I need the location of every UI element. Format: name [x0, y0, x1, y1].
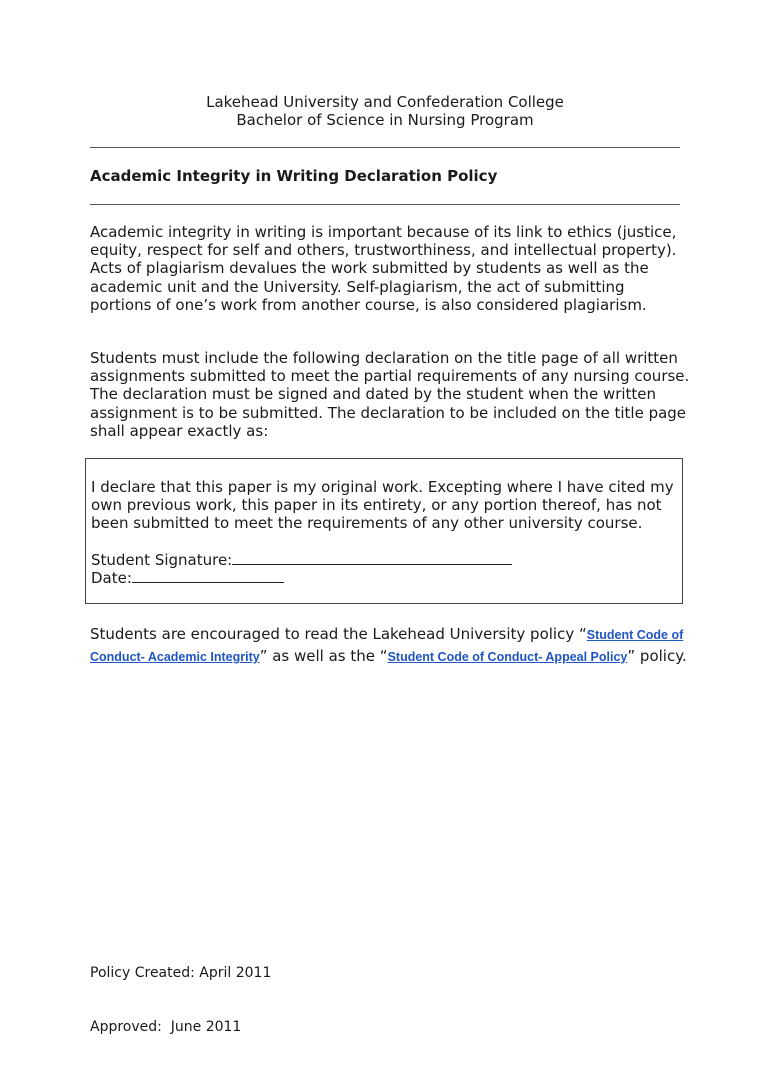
header-program: Bachelor of Science in Nursing Program: [236, 111, 534, 129]
policy-approved: Approved: June 2011: [90, 1019, 242, 1035]
date-blank: [132, 568, 284, 583]
appeal-policy-link[interactable]: Student Code of Conduct- Appeal Policy: [387, 650, 628, 664]
signature-blank: [232, 550, 512, 565]
policy-middle: ” as well as the “: [259, 647, 388, 665]
header-institution: Lakehead University and Confederation College: [206, 93, 564, 111]
date-label: Date:: [91, 569, 132, 587]
title-divider: [90, 204, 680, 205]
intro-paragraph: Academic integrity in writing is important because of its link to ethics (justice, equity, respect for self and others, trustworthiness, and intellectual property). Acts of plagiarism devalues the work submitted by students as well as the academic unit and the University. Self-plagiarism, the act of submitting portions of one’s work from another course, is also considered plagiarism.: [90, 223, 677, 314]
instructions-paragraph: Students must include the following declaration on the title page of all written assignments submitted to meet the partial requirements of any nursing course. The declaration must be signed and dated by the student when the written assignment is to be submitted. The declaration to be included on the title page shall appear exactly as:: [90, 349, 690, 440]
document-header: [90, 93, 680, 129]
date-row: [91, 568, 284, 587]
policy-end: ” policy.: [627, 647, 687, 665]
signature-row: [91, 550, 512, 569]
policy-intro: Students are encouraged to read the Lakehead University policy “: [90, 625, 587, 643]
policy-paragraph: [90, 624, 690, 668]
policy-footer: [90, 928, 271, 1072]
declaration-text: I declare that this paper is my original work. Excepting where I have cited my own previous work, this paper in its entirety, or any portion thereof, has not been submitted to meet the requirements of any other university course.: [91, 478, 674, 533]
header-divider: [90, 147, 680, 148]
declaration-box: [85, 458, 683, 604]
policy-title: Academic Integrity in Writing Declaration Policy: [90, 167, 498, 185]
academic-integrity-link[interactable]: Student Code of Conduct- Academic Integrity: [90, 628, 684, 664]
signature-label: Student Signature:: [91, 551, 233, 569]
policy-created: Policy Created: April 2011: [90, 965, 272, 981]
